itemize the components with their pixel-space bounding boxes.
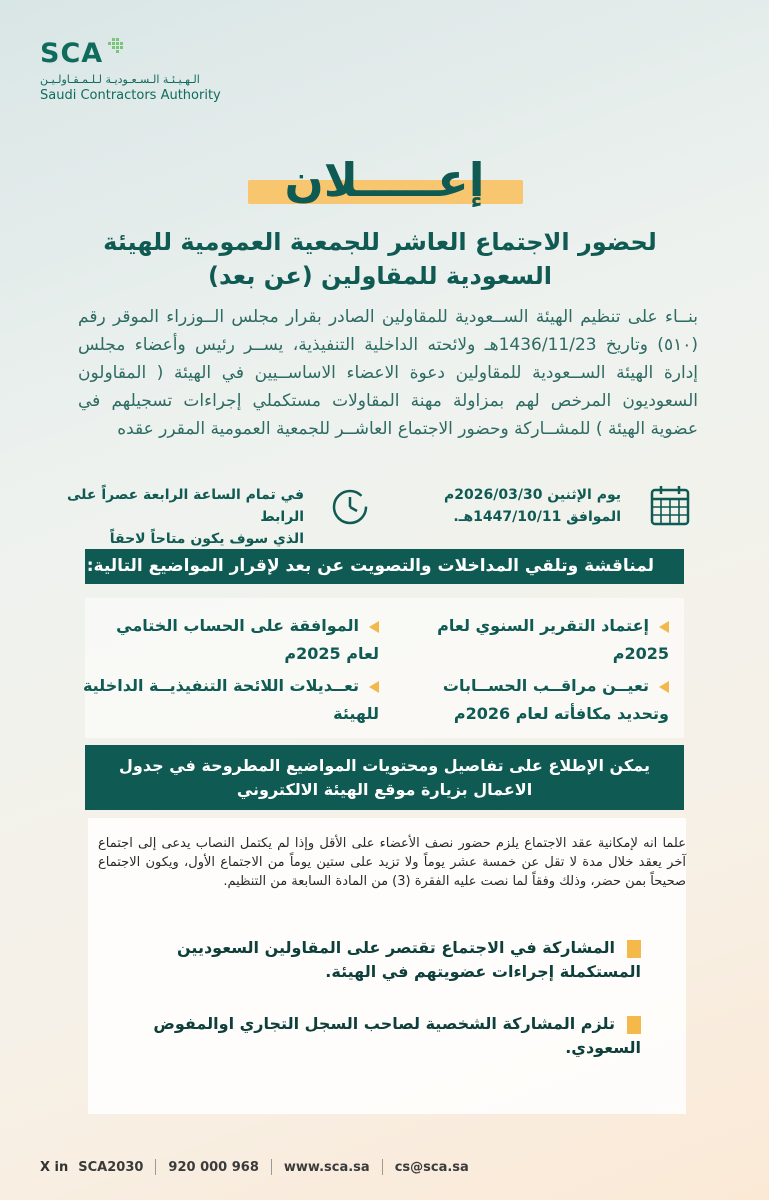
agenda-item: الموافقة على الحساب الختامي لعام 2025م — [116, 616, 379, 663]
square-bullet-icon — [627, 940, 641, 958]
details-line-2: الاعمال بزيارة موقع الهيئة الالكتروني — [236, 780, 533, 799]
footer-email[interactable]: cs@sca.sa — [394, 1159, 469, 1175]
footer — [40, 1156, 469, 1178]
note-bullet: المشاركة في الاجتماع تقتصر على المقاولين السعوديين المستكملة إجراءات عضويتهم في الهيئة. — [177, 938, 641, 981]
note-bullet: تلزم المشاركة الشخصية لصاحب السجل التجاري اوالمفوض السعودي. — [153, 1014, 641, 1057]
org-name-en: Saudi Contractors Authority — [40, 88, 221, 103]
social-icons[interactable]: X in — [40, 1159, 69, 1175]
footer-divider — [155, 1159, 156, 1175]
announcement-title: إعـــــلان — [284, 153, 485, 207]
calendar-icon — [650, 484, 690, 526]
agenda-details-banner — [85, 745, 684, 810]
time-line-1: في تمام الساعة الرابعة عصراً على الرابط — [67, 487, 304, 525]
announcement-body: بنــاء على تنظيم الهيئة الســعودية للمقاولين الصادر بقرار مجلس الــوزراء الموقر رقم (٥١٠) وتاريخ 1436/11/23هـ ولائحته الداخلية التنفيذية، يســر رئيس وأعضاء مجلس إدارة الهيئة الســعودية للمقاولين دعوة الاعضاء الاساســيين في الهيئة ( المقاولون السعوديون المرخص لهم بمزاولة مهنة المقاولات مستكملي إجراءات تسجيلهم في عضوية الهيئة ) للمشــاركة وحضور الاجتماع العاشــر للجمعية العمومية المقرر عقده — [78, 307, 698, 439]
triangle-bullet-icon — [659, 621, 669, 633]
triangle-bullet-icon — [659, 681, 669, 693]
clock-icon — [330, 486, 370, 526]
quorum-note: علما انه لإمكانية عقد الاجتماع يلزم حضور نصف الأعضاء على الأقل وإذا لم يكتمل النصاب يدعى إلى اجتماع آخر يعقد خلال مدة لا تقل عن خمسة عشر يوماً ولا تزيد على ستين يوماً من الاجتماع الأول، ويكون الاجتماع صحيحاً بمن حضر، وذلك وفقاً لما نصت عليه الفقرة (3) من المادة السابعة من التنظيم. — [98, 836, 686, 889]
details-line-1: يمكن الإطلاع على تفاصيل ومحتويات المواضيع المطروحة في جدول — [119, 756, 650, 775]
agenda-item: إعتماد التقرير السنوي لعام 2025م — [437, 616, 669, 663]
logo-dots-icon — [106, 36, 126, 56]
footer-phone[interactable]: 920 000 968 — [168, 1159, 259, 1175]
meeting-time — [64, 484, 304, 547]
agenda-item: تعــديلات اللائحة التنفيذيــة الداخلية للهيئة — [82, 676, 379, 723]
footer-divider — [382, 1159, 383, 1175]
date-gregorian: يوم الإثنين 2026/03/30م — [444, 487, 621, 503]
footer-website[interactable]: www.sca.sa — [283, 1159, 370, 1175]
meeting-date — [441, 484, 621, 534]
footer-divider — [271, 1159, 272, 1175]
agenda-header: لمناقشة وتلقي المداخلات والتصويت عن بعد لإقرار المواضيع التالية: — [85, 549, 684, 584]
triangle-bullet-icon — [369, 621, 379, 633]
triangle-bullet-icon — [369, 681, 379, 693]
sca-logo — [40, 38, 240, 118]
announcement-title-block — [0, 150, 769, 210]
agenda-item: تعيــن مراقــب الحســابات وتحديد مكافأته لعام 2026م — [442, 676, 669, 723]
org-name-ar: الـهـيـئـة الـسـعـوديـة لـلـمـقـاولـيـن — [40, 73, 200, 86]
time-line-2: الذي سوف يكون متاحاً لاحقاً — [109, 531, 304, 547]
announcement-subtitle — [60, 225, 700, 293]
subtitle-line-1: لحضور الاجتماع العاشر للجمعية العمومية للهيئة — [103, 228, 657, 256]
footer-handle[interactable]: SCA2030 — [78, 1159, 144, 1175]
subtitle-line-2: السعودية للمقاولين (عن بعد) — [207, 262, 553, 290]
logo-mark: SCA — [40, 38, 104, 69]
date-hijri: الموافق 1447/10/11هـ. — [453, 509, 621, 525]
square-bullet-icon — [627, 1016, 641, 1034]
